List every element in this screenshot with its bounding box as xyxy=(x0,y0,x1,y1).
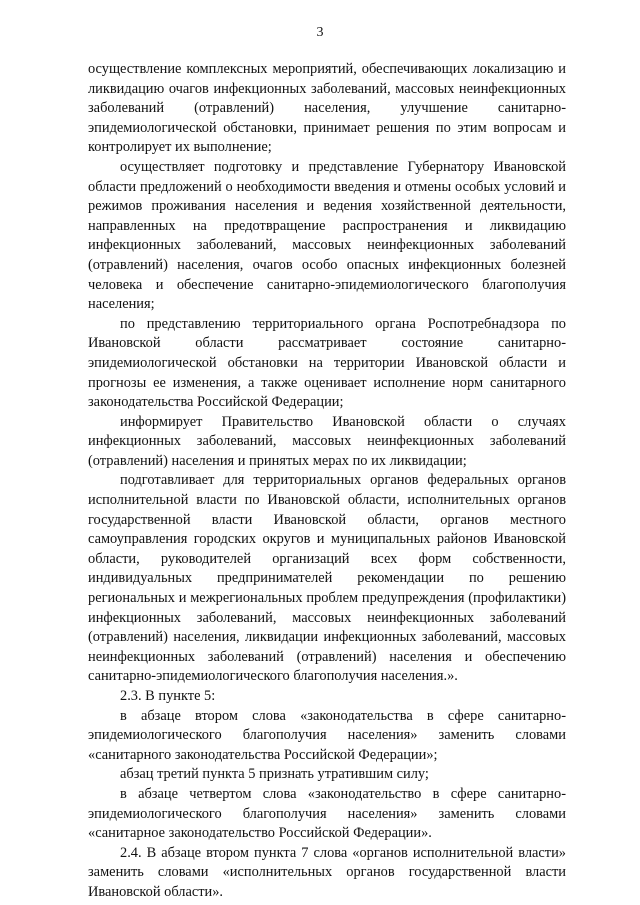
page-number: 3 xyxy=(316,25,324,40)
paragraph-2: осуществляет подготовку и представление Губернатору Ивановской области предложений о необходимости введения и отмены особых условий и режимов проживания населения и ведения хозяйственной деятельности, направленных на предотвращение распространения и ликвидацию инфекционных заболеваний, массовых неинфекционных заболеваний (отравлений) населения, очагов особо опасных инфекционных болезней человека и обеспечение санитарно-эпидемиологического благополучия населения; xyxy=(88,158,566,313)
paragraph-4: информирует Правительство Ивановской области о случаях инфекционных заболеваний, массовых неинфекционных заболеваний (отравлений) населения и принятых мерах по их ликвидации; xyxy=(88,413,566,469)
paragraph-7: в абзаце втором слова «законодательства в сфере санитарно-эпидемиологического благополучия населения» заменить словами «санитарного законодательства Российской Федерации»; xyxy=(88,707,566,763)
paragraph-1: осуществление комплексных мероприятий, обеспечивающих локализацию и ликвидацию очагов инфекционных заболеваний, массовых неинфекционных заболеваний (отравлений) населения, улучшение санитарно-эпидемиологической обстановки, принимает решения по этим вопросам и контролирует их выполнение; xyxy=(88,61,566,156)
paragraph-3: по представлению территориального органа Роспотребнадзора по Ивановской области рассматривает состояние санитарно-эпидемиологической обстановки на территории Ивановской области и прогнозы ее изменения, а также оценивает исполнение норм санитарного законодательства Российской Федерации; xyxy=(88,315,566,411)
paragraph-10: 2.4. В абзаце втором пункта 7 слова «органов исполнительной власти» заменить словами «исполнительных органов государственной власти Ивановской области». xyxy=(88,844,566,900)
paragraph-9: в абзаце четвертом слова «законодательство в сфере санитарно-эпидемиологического благополучия населения» заменить словами «санитарное законодательство Российской Федерации». xyxy=(88,785,566,842)
document-body xyxy=(88,60,566,903)
paragraph-5: подготавливает для территориальных органов федеральных органов исполнительной власти по Ивановской области, исполнительных органов государственной власти Ивановской области, органов местного самоуправления городских округов и муниципальных районов Ивановской области, руководителей организаций всех форм собственности, индивидуальных предпринимателей рекомендации по решению региональных и межрегиональных проблем предупреждения (профилактики) инфекционных заболеваний, массовых неинфекционных заболеваний (отравлений) населения, ликвидации инфекционных заболеваний, массовых неинфекционных заболеваний (отравлений) населения и обеспечению санитарно-эпидемиологического благополучия населения.». xyxy=(88,472,566,685)
paragraph-8: абзац третий пункта 5 признать утратившим силу; xyxy=(120,766,429,783)
paragraph-6: 2.3. В пункте 5: xyxy=(120,688,216,704)
